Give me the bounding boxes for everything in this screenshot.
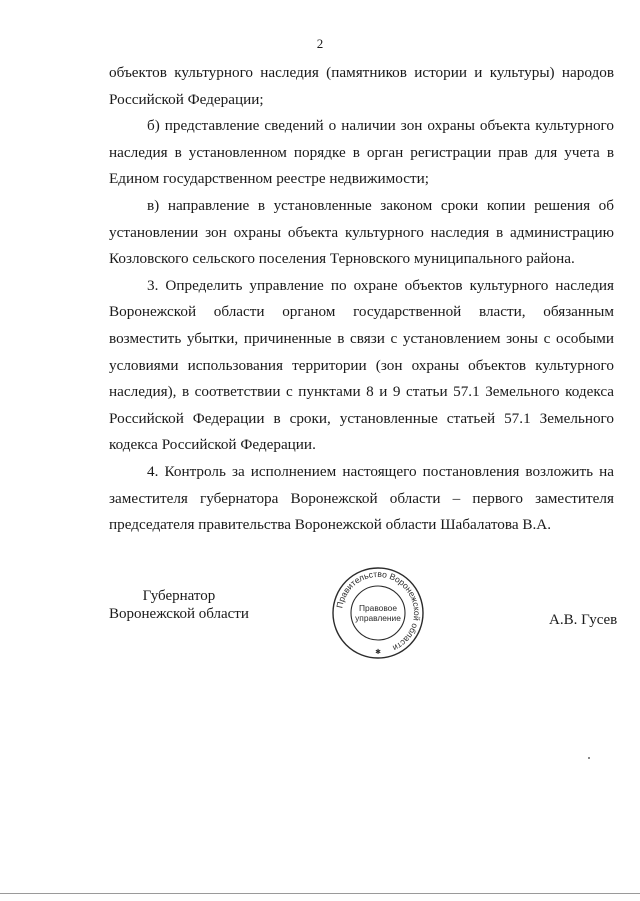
signer-title-line-2: Воронежской области (109, 606, 249, 622)
signer-title-line-1: Губернатор (142, 588, 216, 604)
seal-center-line-2: управление (355, 613, 401, 623)
signer-name: А.В. Гусев (549, 612, 618, 628)
signer-title (109, 587, 249, 623)
seal-star-icon: ✱ (375, 649, 381, 656)
paragraph-1: объектов культурного наследия (памятников истории и культуры) народов Российской Федерации; (109, 64, 614, 108)
bottom-scan-edge (0, 893, 640, 894)
seal-ring-text: Правительство Воронежской области (334, 568, 423, 654)
paragraph-item-v: в) направление в установленные законом сроки копии решения об установлении зон охраны объекта культурного наследия в администрацию Козловского сельского поселения Терновского муниципального района. (109, 196, 614, 268)
paragraph-point-3: 3. Определить управление по охране объектов культурного наследия Воронежской области органом государственной власти, обязанным возместить убытки, причиненные в связи с установлением зоны с особыми условиями использования территории (зон охраны объектов культурного наследия), в соответствии с пунктами 8 и 9 статьи 57.1 Земельного кодекса Российской Федерации в сроки, установленные статьей 57.1 Земельного кодекса Российской Федерации. (109, 276, 614, 454)
seal-center-line-1: Правовое (358, 603, 398, 613)
scan-speck (588, 757, 590, 759)
paragraph-item-b: б) представление сведений о наличии зон охраны объекта культурного наследия в установленном порядке в орган регистрации прав для учета в Едином государственном реестре недвижимости; (109, 117, 614, 188)
document-body (109, 60, 614, 539)
official-seal (330, 565, 426, 661)
paragraph-point-4: 4. Контроль за исполнением настоящего постановления возложить на заместителя губернатора Воронежской области – первого заместителя председателя правительства Воронежской области Шабалатова В.А. (109, 462, 614, 534)
page-number: 2 (316, 36, 324, 51)
